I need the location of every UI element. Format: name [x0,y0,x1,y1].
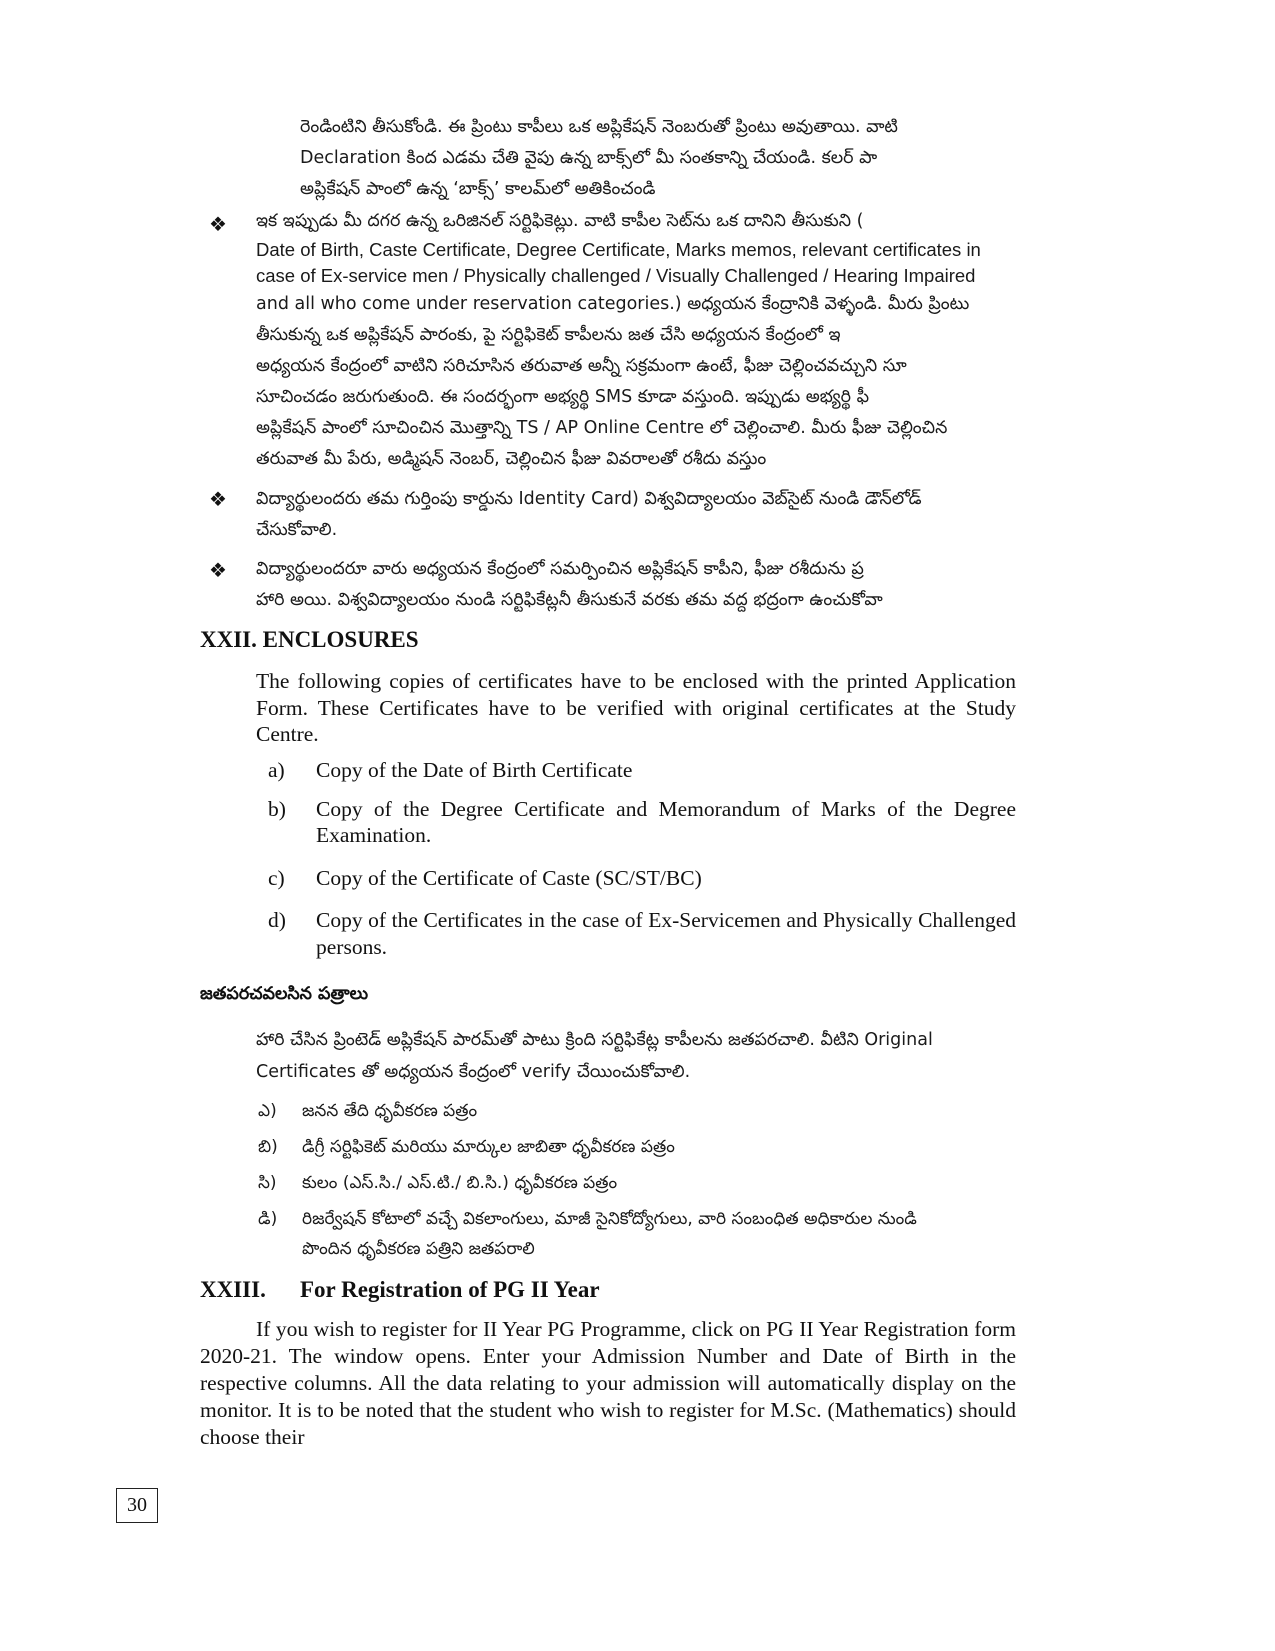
list-item-text: జనన తేది ధృవీకరణ పత్రం [302,1101,478,1121]
list-marker: a) [268,758,285,782]
bullet-1-text [256,206,1016,475]
text-line: Date of Birth, Caste Certificate, Degree Certificate, Marks memos, relevant certificates in [256,239,981,260]
telugu-section-intro [256,1024,1016,1088]
list-item [258,1096,1018,1126]
telugu-line: Certificates తో అధ్యయన కేంద్రంలో verify చేయించుకోవాలి. [256,1062,691,1082]
bullet-icon: ❖ [209,558,227,582]
list-item [268,796,1016,849]
bullet-icon: ❖ [209,487,227,511]
telugu-line: అప్లికేషన్ పాంలో ఉన్న ‘బాక్స్’ కాలమ్‌లో అతికించండి [300,179,656,199]
telugu-line: తరువాత మీ పేరు, అడ్మిషన్ నెంబర్, చెల్లించిన ఫీజు వివరాలతో రశీదు వస్తుం [256,449,767,469]
telugu-line: చేసుకోవాలి. [256,520,338,540]
list-item-text: డిగ్రీ సర్టిఫికెట్ మరియు మార్కుల జాబితా ధృవీకరణ పత్రం [302,1137,675,1157]
list-marker: d) [268,908,286,932]
list-item-text: రిజర్వేషన్ కోటాలో వచ్చే వికలాంగులు, మాజీ సైనికోద్యోగులు, వారి సంబంధిత అధికారుల నుండి [302,1209,917,1229]
list-marker: డి) [258,1209,278,1229]
telugu-line: అధ్యయన కేంద్రంలో వాటిని సరిచూసిన తరువాత అన్నీ సక్రమంగా ఉంటే, ఫీజు చెల్లించవచ్చుని సూ [256,356,907,376]
enclosures-list [268,757,1016,960]
list-item [268,757,1016,784]
list-item-text: Copy of the Certificates in the case of Ex-Servicemen and Physically Challenged persons. [316,908,1016,959]
list-item [268,865,1016,892]
telugu-enclosures-list [258,1096,1018,1264]
list-item [258,1168,1018,1198]
list-item-text: Copy of the Degree Certificate and Memorandum of Marks of the Degree Examination. [316,796,1016,847]
list-item [258,1204,1018,1234]
telugu-line: హారి అయి. విశ్వవిద్యాలయం నుండి సర్టిఫికేట్లనీ తీసుకునే వరకు తమ వద్ద భద్రంగా ఉంచుకోవా [256,590,883,610]
section-heading-enclosures: XXII. ENCLOSURES [200,627,419,652]
telugu-line: and all who come under reservation categories.) అధ్యయన కేంద్రానికి వెళ్ళండి. మీరు ప్రింటు [256,294,970,314]
list-marker: బి) [258,1137,278,1157]
telugu-line: Declaration కింద ఎడమ చేతి వైపు ఉన్న బాక్స్‌లో మీ సంతకాన్ని చేయండి. కలర్ పా [300,148,878,168]
list-marker: సి) [258,1173,277,1193]
list-marker: ఎ) [258,1101,277,1121]
list-item-text: Copy of the Date of Birth Certificate [316,758,633,782]
page-number: 30 [116,1488,158,1523]
pg-registration-paragraph: If you wish to register for II Year PG Programme, click on PG II Year Registration form 2020-21. The window opens. Enter your Admission Number and Date of Birth in the respective columns. All the data relating to your admission will automatically display on the monitor. It is to be noted that the student who wish to register for M.Sc. (Mathematics) should choose their [200,1317,1016,1449]
list-item-text: పొందిన ధృవీకరణ పత్రిని జతపరాలి [302,1239,535,1259]
bullet-3-text [256,554,1016,616]
list-marker: c) [268,865,285,890]
telugu-line: హారి చేసిన ప్రింటెడ్ అప్లికేషన్ పారమ్‌తో పాటు క్రింది సర్టిఫికేట్ల కాపీలను జతపరచాలి. వీటిని Original [256,1030,933,1050]
section-heading-pg-registration: For Registration of PG II Year [300,1277,600,1302]
list-item-text: Copy of the Certificate of Caste (SC/ST/BC) [316,865,702,890]
list-item-continuation [258,1234,1018,1264]
telugu-line: ఇక ఇప్పుడు మీ దగర ఉన్న ఒరిజినల్ సర్టిఫికెట్లు. వాటి కాపీల సెట్‌ను ఒక దానిని తీసుకుని ( [256,211,864,231]
bullet-icon: ❖ [209,212,227,236]
telugu-line: తీసుకున్న ఒక అప్లికేషన్ పారంకు, పై సర్టిఫికెట్ కాపీలను జత చేసి అధ్యయన కేంద్రంలో ఇ [256,325,841,345]
telugu-line: రెండింటిని తీసుకోండి. ఈ ప్రింటు కాపీలు ఒక అప్లికేషన్ నెంబరుతో ప్రింటు అవుతాయి. వాటి [300,117,898,137]
list-item [268,907,1016,960]
telugu-continuation-block [300,112,1012,205]
list-marker: b) [268,796,286,821]
telugu-line: విద్యార్థులందరు తమ గుర్తింపు కార్డును Identity Card) విశ్వవిద్యాలయం వెబ్‌సైట్ నుండి డౌన్‌లోడ్ [256,489,922,509]
telugu-line: విద్యార్థులందరూ వారు అధ్యయన కేంద్రంలో సమర్పించిన అప్లికేషన్ కాపీని, ఫీజు రశీదును ప్ర [256,559,864,579]
text-line: case of Ex-service men / Physically challenged / Visually Challenged / Hearing Impaired [256,265,976,286]
bullet-2-text [256,484,1016,546]
telugu-line: అప్లికేషన్ పాంలో సూచించిన మొత్తాన్ని TS / AP Online Centre లో చెల్లించాలి. మీరు ఫీజు చెల్లించిన [256,418,948,438]
list-item [258,1132,1018,1162]
telugu-section-heading: జతపరచవలసిన పత్రాలు [200,984,369,1004]
enclosures-intro: The following copies of certificates have to be enclosed with the printed Application Form. These Certificates have to be verified with original certificates at the Study Centre. [256,669,1016,746]
telugu-line: సూచించడం జరుగుతుంది. ఈ సందర్భంగా అభ్యర్థి SMS కూడా వస్తుంది. ఇప్పుడు అభ్యర్థి ఫీ [256,387,870,407]
list-item-text: కులం (ఎస్.సి./ ఎస్.టి./ బి.సి.) ధృవీకరణ పత్రం [302,1173,618,1193]
section-number: XXIII. [200,1277,266,1302]
